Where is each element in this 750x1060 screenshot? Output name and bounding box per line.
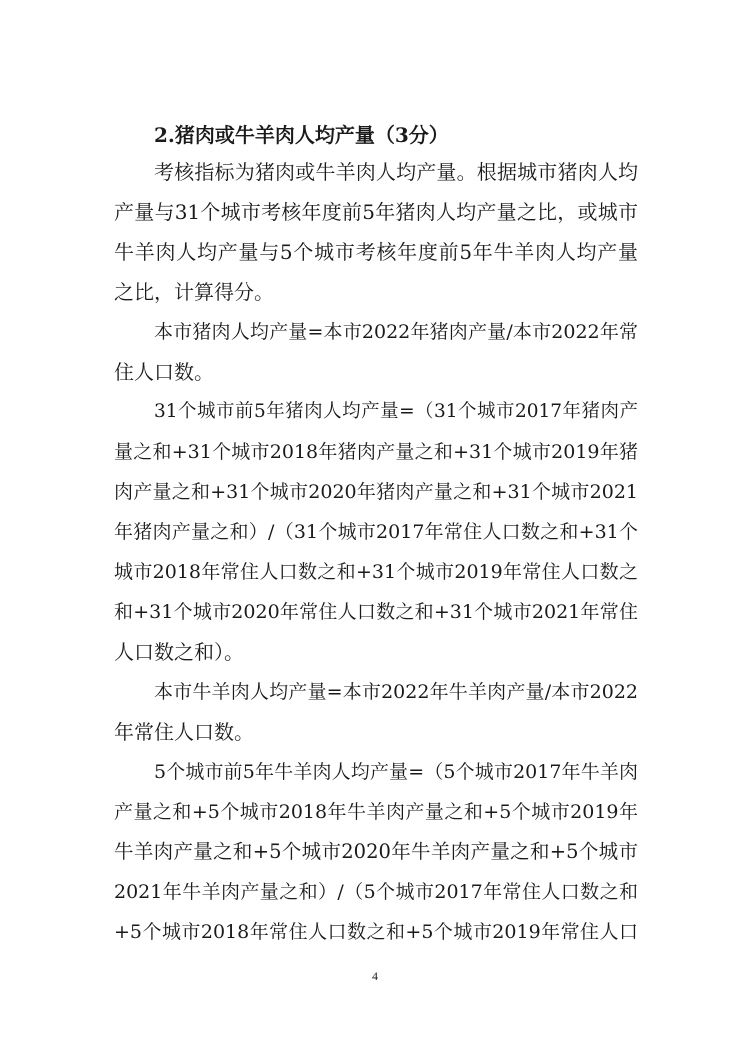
section-heading: 2.猪肉或牛羊肉人均产量（3分） xyxy=(154,123,449,147)
paragraph-3-line-1: 31个城市前5年猪肉人均产量=（31个城市2017年猪肉产 xyxy=(154,401,638,422)
paragraph-5-line-2: 产量之和+5个城市2018年牛羊肉产量之和+5个城市2019年 xyxy=(114,801,638,823)
paragraph-4-line-1: 本市牛羊肉人均产量=本市2022年牛羊肉产量/本市2022 xyxy=(154,681,638,703)
paragraph-3-line-2: 量之和+31个城市2018年猪肉产量之和+31个城市2019年猪 xyxy=(114,441,638,463)
paragraph-2-line-1: 本市猪肉人均产量=本市2022年猪肉产量/本市2022年常 xyxy=(154,321,638,343)
paragraph-3-line-7: 人口数之和）。 xyxy=(114,640,244,664)
paragraph-5-line-5: +5个城市2018年常住人口数之和+5个城市2019年常住人口 xyxy=(114,921,638,943)
paragraph-5-line-1: 5个城市前5年牛羊肉人均产量=（5个城市2017年牛羊肉 xyxy=(154,761,638,783)
paragraph-1-line-3: 牛羊肉人均产量与5个城市考核年度前5年牛羊肉人均产量 xyxy=(114,240,638,264)
paragraph-1-line-2: 产量与31个城市考核年度前5年猪肉人均产量之比，或城市 xyxy=(114,200,638,224)
page-number: 4 xyxy=(372,969,378,983)
paragraph-2-line-2: 住人口数。 xyxy=(114,360,214,384)
paragraph-3-line-6: 和+31个城市2020年常住人口数之和+31个城市2021年常住 xyxy=(114,601,638,623)
paragraph-5-line-4: 2021年牛羊肉产量之和）/（5个城市2017年常住人口数之和 xyxy=(114,881,638,903)
paragraph-1-line-4: 之比，计算得分。 xyxy=(114,280,274,304)
paragraph-3-line-3: 肉产量之和+31个城市2020年猪肉产量之和+31个城市2021 xyxy=(114,481,638,503)
paragraph-3-line-5: 城市2018年常住人口数之和+31个城市2019年常住人口数之 xyxy=(114,561,638,583)
paragraph-4-line-2: 年常住人口数。 xyxy=(114,720,254,744)
paragraph-1-line-1: 考核指标为猪肉或牛羊肉人均产量。根据城市猪肉人均 xyxy=(154,160,638,184)
paragraph-5-line-3: 牛羊肉产量之和+5个城市2020年牛羊肉产量之和+5个城市 xyxy=(114,840,638,863)
paragraph-3-line-4: 年猪肉产量之和）/（31个城市2017年常住人口数之和+31个 xyxy=(114,521,638,543)
